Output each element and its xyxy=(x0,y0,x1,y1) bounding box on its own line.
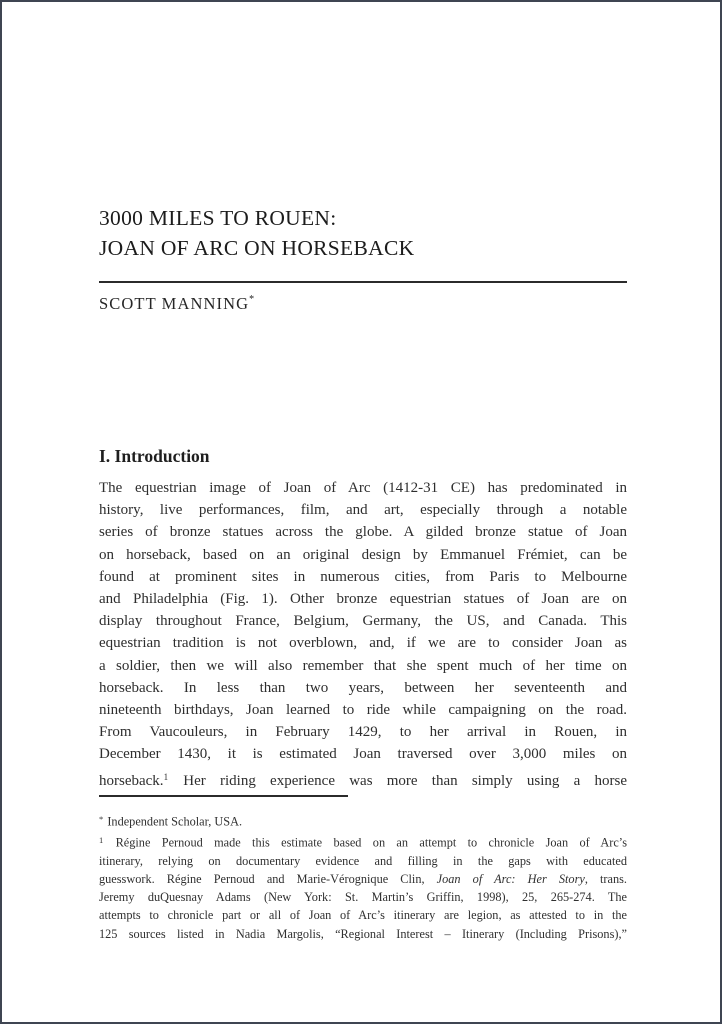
title-divider-rule xyxy=(99,281,627,283)
footnote-reference-1: 1 xyxy=(163,771,169,782)
paragraph-line: on horseback, based on an original design by Emmanuel Frémiet, can be xyxy=(99,546,627,563)
paragraph-line xyxy=(99,766,627,792)
footnote-text: Régine Pernoud made this estimate based on an attempt to chronicle Joan of Arc’s xyxy=(104,835,627,850)
footnote-line: Jeremy duQuesnay Adams (New York: St. Martin’s Griffin, 1998), 25, 265-274. The xyxy=(99,890,627,905)
paragraph-line: and Philadelphia (Fig. 1). Other bronze equestrian statues of Joan are on xyxy=(99,591,627,608)
footnote-line: itinerary, relying on documentary evidence and filling in the gaps with educated xyxy=(99,853,627,868)
footnote-text: guesswork. Régine Pernoud and Marie-Vérognique Clin, xyxy=(99,871,437,886)
footnote-marker-asterisk: * xyxy=(99,814,104,824)
paragraph-line: equestrian tradition is not overblown, and, if we are to consider Joan as xyxy=(99,635,627,652)
paragraph-line: December 1430, it is estimated Joan traversed over 3,000 miles on xyxy=(99,746,627,763)
book-title-italic: Joan of Arc: Her Story xyxy=(436,871,585,886)
author-affiliation-marker: * xyxy=(249,294,255,305)
footnote-text: , trans. xyxy=(584,871,627,886)
paragraph-line: history, live performances, film, and art, especially through a notable xyxy=(99,502,627,519)
article-title xyxy=(99,203,627,263)
footnote-separator-rule xyxy=(99,795,348,797)
paragraph-line: horseback. In less than two years, between her seventeenth and xyxy=(99,679,627,696)
paragraph-line: a soldier, then we will also remember that she spent much of her time on xyxy=(99,657,627,674)
footnote-text: Independent Scholar, USA. xyxy=(104,814,243,829)
paragraph-line: series of bronze statues across the globe. A gilded bronze statue of Joan xyxy=(99,524,627,541)
paragraph-line: found at prominent sites in numerous cities, from Paris to Melbourne xyxy=(99,568,627,585)
paragraph-line: From Vaucouleurs, in February 1429, to her arrival in Rouen, in xyxy=(99,724,627,741)
title-line-1: 3000 MILES TO ROUEN: xyxy=(99,206,337,230)
author-name: SCOTT MANNING xyxy=(99,294,250,313)
section-heading: I. Introduction xyxy=(99,446,210,466)
footnote-affiliation xyxy=(99,810,627,831)
footnote-line: 125 sources listed in Nadia Margolis, “Regional Interest – Itinerary (Including Prisons),” xyxy=(99,926,627,941)
footnotes-block xyxy=(99,810,627,943)
paragraph-line: display throughout France, Belgium, Germany, the US, and Canada. This xyxy=(99,613,627,630)
author-line xyxy=(99,289,627,315)
footnote-marker-1: 1 xyxy=(99,834,104,845)
footnote-line: attempts to chronicle part or all of Joan of Arc’s itinerary are legion, as attested to in the xyxy=(99,908,627,923)
footnote-line xyxy=(99,870,627,888)
paragraph-line: nineteenth birthdays, Joan learned to ride while campaigning on the road. xyxy=(99,702,627,719)
paragraph-text: Her riding experience was more than simply using a horse xyxy=(169,772,627,789)
intro-paragraph xyxy=(99,477,627,792)
paragraph-line: The equestrian image of Joan of Arc (1412-31 CE) has predominated in xyxy=(99,480,627,496)
title-line-2: JOAN OF ARC ON HORSEBACK xyxy=(99,236,415,260)
paragraph-text: horseback. xyxy=(99,772,164,789)
footnote-line xyxy=(99,831,627,852)
